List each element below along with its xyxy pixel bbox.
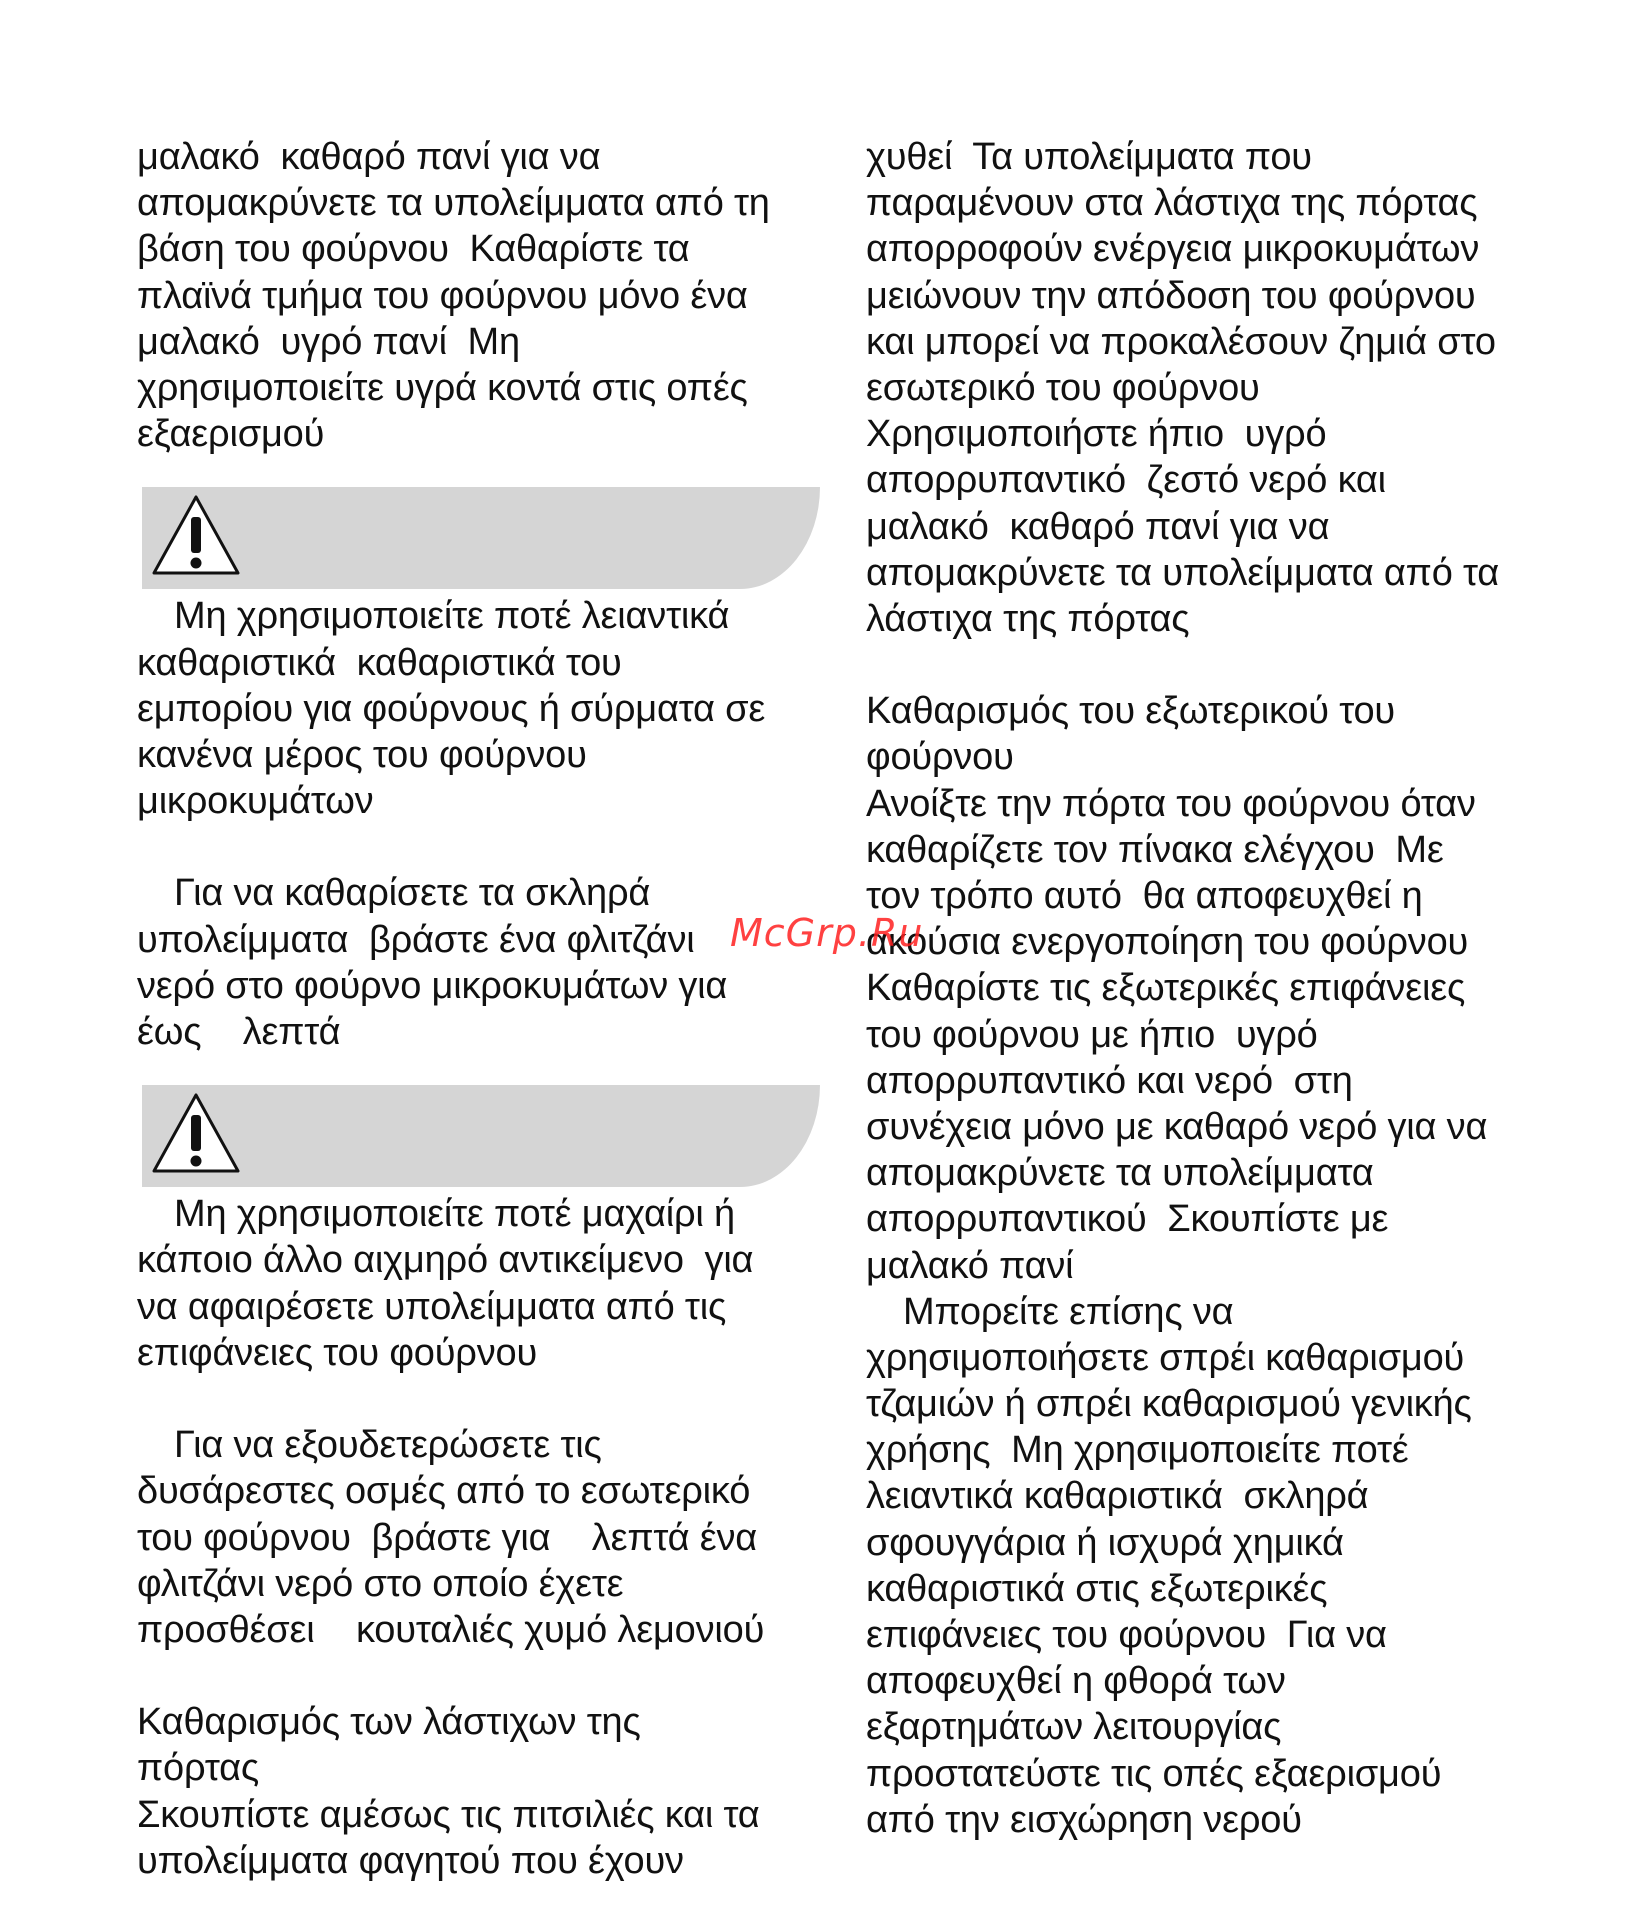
text-line: φλιτζάνι νερό στο οποίο έχετε: [137, 1562, 624, 1605]
paragraph-boil-water: [137, 870, 827, 1055]
text-line: προσθέσει κουταλιές χυμό λεμονιού: [137, 1608, 765, 1651]
section-heading-door-seals: [137, 1699, 827, 1791]
watermark: McGrp.Ru: [730, 911, 924, 955]
paragraph-exterior: [866, 781, 1566, 1289]
text-line: επιφάνειες του φούρνου: [137, 1331, 538, 1374]
text-line: καθαριστικά καθαριστικά του: [137, 641, 622, 684]
text-line: Για να εξουδετερώσετε τις: [174, 1424, 602, 1467]
text-line: εμπορίου για φούρνους ή σύρματα σε: [137, 687, 766, 730]
text-line: καθαριστικά στις εξωτερικές: [866, 1567, 1328, 1610]
text-line: χρησιμοποιήσετε σπρέι καθαρισμού: [866, 1336, 1465, 1379]
text-line: από την εισχώρηση νερού: [866, 1798, 1302, 1841]
warning-banner: [142, 1085, 820, 1187]
heading-line: Καθαρισμός του εξωτερικού του: [866, 690, 1396, 733]
paragraph-spray: [866, 1289, 1566, 1843]
text-line: υπολείμματα βράστε ένα φλιτζάνι: [137, 918, 695, 961]
text-line: λειαντικά καθαριστικά σκληρά: [866, 1475, 1369, 1518]
text-line: επιφάνειες του φούρνου Για να: [866, 1614, 1387, 1656]
heading-line: Καθαρισμός των λάστιχων της: [137, 1701, 641, 1744]
text-line: έως λεπτά: [137, 1011, 341, 1053]
text-line: χρήσης Μη χρησιμοποιείτε ποτέ: [866, 1429, 1409, 1472]
text-line: κανένα μέρος του φούρνου: [137, 733, 587, 776]
text-line: σφουγγάρια ή ισχυρά χημικά: [866, 1521, 1344, 1564]
text-line: χρησιμοποιείτε υγρά κοντά στις οπές: [137, 366, 748, 409]
text-line: απορρυπαντικό ζεστό νερό και: [866, 459, 1386, 502]
text-line: κάποιο άλλο αιχμηρό αντικείμενο για: [137, 1239, 754, 1282]
warning-triangle-icon: [150, 1091, 242, 1175]
text-line: απομακρύνετε τα υπολείμματα από τη: [137, 182, 770, 225]
text-line: εσωτερικό του φούρνου: [866, 366, 1260, 409]
text-line: προστατεύστε τις οπές εξαερισμού: [866, 1752, 1442, 1795]
right-column: [866, 134, 1566, 1843]
text-line: λάστιχα της πόρτας: [866, 597, 1190, 640]
left-column: [137, 134, 827, 1884]
heading-line: φούρνου: [866, 736, 1014, 779]
text-line: απορρυπαντικό και νερό στη: [866, 1059, 1353, 1102]
warning-triangle-icon: [150, 493, 242, 577]
warning-text-sharp-objects: [137, 1191, 827, 1376]
paragraph-odor: [137, 1422, 827, 1653]
warning-banner: [142, 487, 820, 589]
text-line: Μη χρησιμοποιείτε ποτέ λειαντικά: [174, 595, 730, 638]
text-line: μειώνουν την απόδοση του φούρνου: [866, 274, 1476, 317]
text-line: χυθεί Τα υπολείμματα που: [866, 136, 1312, 178]
text-line: βάση του φούρνου Καθαρίστε τα: [137, 228, 690, 271]
text-line: μαλακό πανί: [866, 1244, 1074, 1287]
text-line: Μη χρησιμοποιείτε ποτέ μαχαίρι ή: [174, 1193, 735, 1236]
text-line: πλαϊνά τμήμα του φούρνου μόνο ένα: [137, 274, 748, 317]
text-line: Σκουπίστε αμέσως τις πιτσιλιές και τα: [137, 1793, 760, 1836]
text-line: Καθαρίστε τις εξωτερικές επιφάνειες: [866, 967, 1466, 1010]
text-line: του φούρνου με ήπιο υγρό: [866, 1013, 1318, 1056]
text-line: απορρυπαντικού Σκουπίστε με: [866, 1198, 1389, 1241]
text-line: συνέχεια μόνο με καθαρό νερό για να: [866, 1105, 1488, 1148]
text-line: Για να καθαρίσετε τα σκληρά: [174, 872, 651, 915]
text-line: δυσάρεστες οσμές από το εσωτερικό: [137, 1470, 751, 1513]
text-line: και μπορεί να προκαλέσουν ζημιά στο: [866, 320, 1496, 363]
heading-line: πόρτας: [137, 1747, 259, 1790]
text-line: καθαρίζετε τον πίνακα ελέγχου Με: [866, 828, 1444, 871]
text-line: ακούσια ενεργοποίηση του φούρνου: [866, 921, 1469, 964]
section-heading-exterior: [866, 688, 1566, 780]
paragraph-door-seals: [137, 1792, 827, 1884]
text-line: παραμένουν στα λάστιχα της πόρτας: [866, 182, 1478, 225]
text-line: μαλακό υγρό πανί Μη: [137, 320, 520, 363]
text-line: απορροφούν ενέργεια μικροκυμάτων: [866, 228, 1480, 271]
text-line: μικροκυμάτων: [137, 780, 374, 823]
warning-text-abrasives: [137, 593, 827, 824]
text-line: μαλακό καθαρό πανί για να: [866, 505, 1330, 548]
text-line: μαλακό καθαρό πανί για να: [137, 136, 601, 178]
text-line: Μπορείτε επίσης να: [903, 1290, 1234, 1333]
text-line: τζαμιών ή σπρέι καθαρισμού γενικής: [866, 1383, 1472, 1426]
text-line: νερό στο φούρνο μικροκυμάτων για: [137, 964, 728, 1007]
text-line: του φούρνου βράστε για λεπτά ένα: [137, 1516, 758, 1559]
text-line: απομακρύνετε τα υπολείμματα από τα: [866, 551, 1500, 594]
text-line: τον τρόπο αυτό θα αποφευχθεί η: [866, 875, 1423, 917]
text-line: Χρησιμοποιήστε ήπιο υγρό: [866, 413, 1327, 456]
text-line: απομακρύνετε τα υπολείμματα: [866, 1152, 1374, 1195]
text-line: αποφευχθεί η φθορά των: [866, 1660, 1286, 1703]
text-line: εξαρτημάτων λειτουργίας: [866, 1706, 1282, 1749]
paragraph-door-seals-continued: [866, 134, 1566, 642]
text-line: εξαερισμού: [137, 413, 325, 456]
paragraph-base-cleaning: [137, 134, 827, 457]
text-line: να αφαιρέσετε υπολείμματα από τις: [137, 1285, 727, 1328]
text-line: Ανοίξτε την πόρτα του φούρνου όταν: [866, 782, 1476, 825]
text-line: υπολείμματα φαγητού που έχουν: [137, 1839, 684, 1882]
